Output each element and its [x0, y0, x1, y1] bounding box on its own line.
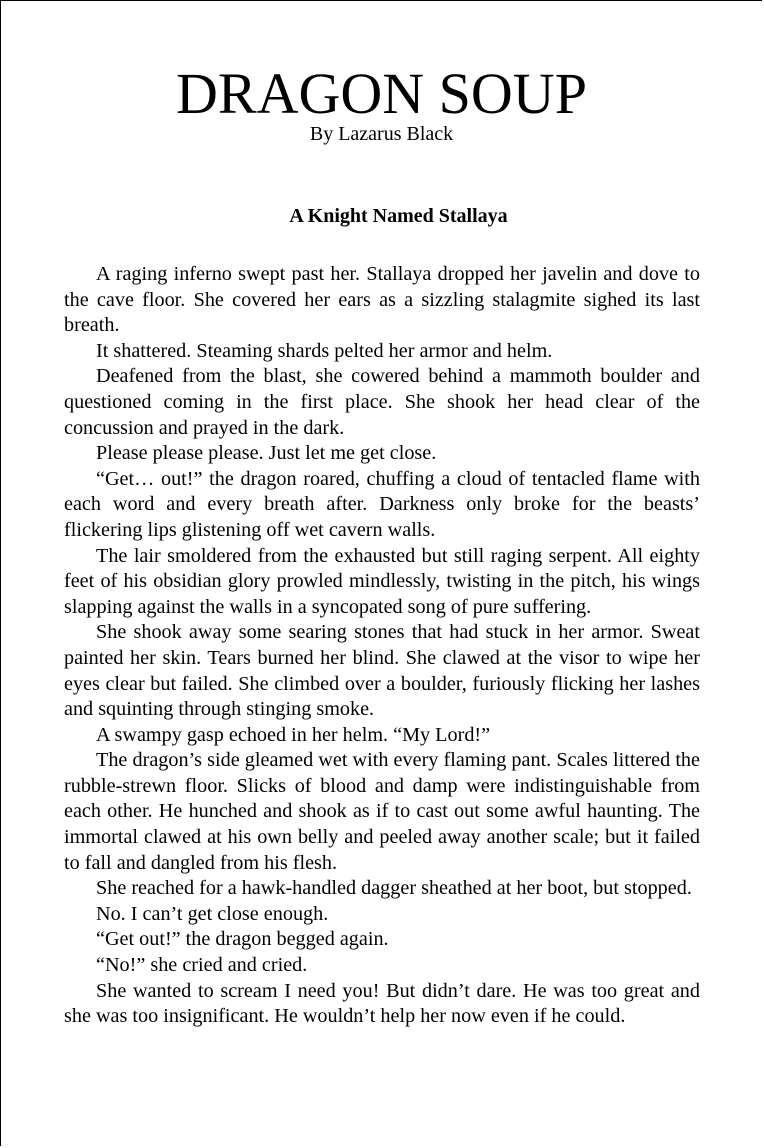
paragraph: The lair smoldered from the exhausted but still raging serpent. All eighty feet of his obsidian glory prowled mindlessly, twisting in the pitch, his wings slapping against the walls in a syncopated song of pure suffering.: [64, 544, 700, 618]
chapter-title: A Knight Named Stallaya: [289, 205, 508, 227]
paragraph: Please please please. Just let me get close.: [96, 442, 437, 465]
story-body: [64, 262, 700, 1030]
book-title: DRAGON SOUP: [176, 61, 587, 126]
author-byline: By Lazarus Black: [309, 123, 454, 145]
paragraph: She wanted to scream I need you! But didn’t dare. He was too great and she was too insignificant. He wouldn’t help her now even if he could.: [64, 979, 700, 1028]
paragraph: “Get out!” the dragon begged again.: [96, 928, 389, 951]
paragraph: It shattered. Steaming shards pelted her armor and helm.: [96, 339, 553, 362]
paragraph: “Get… out!” the dragon roared, chuffing a cloud of tentacled flame with each word and every breath after. Darkness only broke for the beasts’ flickering lips glistening off wet cavern walls.: [64, 467, 700, 541]
paragraph: No. I can’t get close enough.: [96, 902, 329, 925]
paragraph: The dragon’s side gleamed wet with every flaming pant. Scales littered the rubble-strewn floor. Slicks of blood and damp were indistinguishable from each other. He hunched and shook as if to cast out some awful haunting. The immortal clawed at his own belly and peeled away another scale; but it failed to fall and dangled from his flesh.: [64, 749, 700, 874]
paragraph: She shook away some searing stones that had stuck in her armor. Sweat painted her skin. Tears burned her blind. She clawed at the visor to wipe her eyes clear but failed. She climbed over a boulder, furiously flicking her lashes and squinting through stinging smoke.: [64, 621, 700, 721]
paragraph: A swampy gasp echoed in her helm. “My Lord!”: [96, 723, 491, 746]
paragraph: A raging inferno swept past her. Stallaya dropped her javelin and dove to the cave floor. She covered her ears as a sizzling stalagmite sighed its last breath.: [64, 263, 700, 337]
paragraph: “No!” she cried and cried.: [96, 954, 308, 977]
paragraph: She reached for a hawk-handled dagger sheathed at her boot, but stopped.: [96, 877, 692, 900]
paragraph: Deafened from the blast, she cowered behind a mammoth boulder and questioned coming in the first place. She shook her head clear of the concussion and prayed in the dark.: [64, 365, 700, 439]
